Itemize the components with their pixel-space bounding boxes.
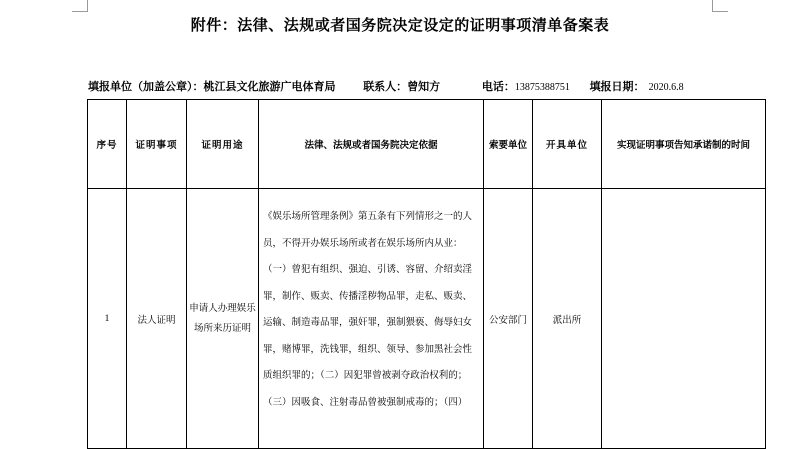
header-time: 实现证明事项告知承诺制的时间 bbox=[602, 100, 766, 189]
page-corner-mark-right-h bbox=[712, 11, 728, 12]
page-corner-mark-left-h bbox=[72, 11, 88, 12]
date-label: 填报日期： bbox=[589, 80, 645, 93]
date-value: 2020.6.8 bbox=[648, 82, 684, 93]
cell-no: 1 bbox=[88, 189, 127, 449]
cell-requester: 公安部门 bbox=[484, 189, 533, 449]
cell-item: 法人证明 bbox=[127, 189, 187, 449]
table-header-row bbox=[88, 100, 766, 189]
contact-label: 联系人： bbox=[363, 80, 408, 93]
header-purpose: 证明用途 bbox=[187, 100, 259, 189]
header-item: 证明事项 bbox=[127, 100, 187, 189]
phone-label: 电话： bbox=[481, 80, 515, 93]
header-requester: 索要单位 bbox=[484, 100, 533, 189]
document-title: 附件：法律、法规或者国务院决定设定的证明事项清单备案表 bbox=[190, 16, 610, 34]
unit-value: 桃江县文化旅游广电体育局 bbox=[203, 80, 336, 93]
cell-time bbox=[602, 189, 766, 449]
header-issuer: 开具单位 bbox=[533, 100, 602, 189]
header-basis: 法律、法规或者国务院决定依据 bbox=[259, 100, 484, 189]
cell-basis: 《娱乐场所管理条例》第五条有下列情形之一的人员，不得开办娱乐场所或者在娱乐场所内从业：（一）曾犯有组织、强迫、引诱、容留、介绍卖淫罪，制作、贩卖、传播淫秽物品罪，走私、贩卖、运输、制造毒品罪，强奸罪，强制猥亵、侮辱妇女罪，赌博罪，洗钱罪，组织、领导、参加黑社会性质组织罪的；（二）因犯罪曾被剥夺政治权利的；（三）因吸食、注射毒品曾被强制戒毒的；（四） bbox=[259, 189, 484, 449]
phone-value: 13875388751 bbox=[514, 82, 570, 93]
unit-label: 填报单位（加盖公章）： bbox=[88, 80, 204, 93]
header-no: 序号 bbox=[88, 100, 127, 189]
certification-table bbox=[87, 99, 766, 449]
cell-issuer: 派出所 bbox=[533, 189, 602, 449]
table-row bbox=[88, 189, 766, 449]
filing-info bbox=[88, 78, 684, 94]
contact-value: 曾知方 bbox=[407, 80, 441, 93]
cell-purpose: 申请人办理娱乐场所来历证明 bbox=[187, 189, 259, 449]
